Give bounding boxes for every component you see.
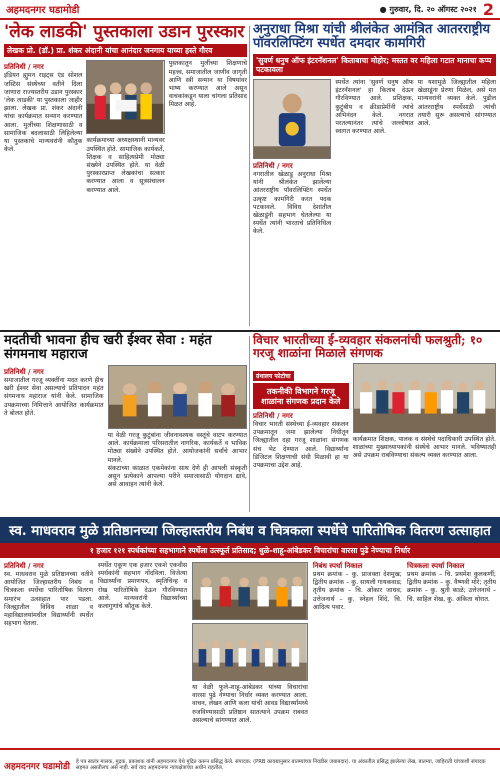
footer-paper-name: अहमदनगर घडामोडी: [4, 761, 71, 772]
results-list: प्रथम क्रमांक – चि. प्रथमेश कुलकर्णी; द्वितीय क्रमांक – कु. वैष्णवी मोरे; तृतीय क्रमांक – कु. श्रुती काळे; उत्तेजनार्थ – चि. साहिल शेख, कु. अंकिता थोरात.: [406, 571, 496, 603]
award-ceremony-photo: [86, 60, 164, 134]
story-body-paragraph: या यशामुळे जिल्ह्यातील महिला खेळाडूंना प्रेरणा मिळेल, असे मत मान्यवरांनी व्यक्त केले. पुढील आंतरराष्ट्रीय स्पर्धेसाठी त्यांची तयारी सुरू असल्याचे सांगण्यात आले.: [417, 79, 496, 128]
story-source: प्रतिनिधी / नगर: [4, 63, 44, 72]
results-heading: निबंध स्पर्धा निकाल: [312, 562, 363, 570]
story-body-paragraph: या वेळी फुले-शाहू-आंबेडकर यांच्या विचारांचा वारसा पुढे नेण्याचा निर्धार व्यक्त करण्यात आला. वाचन, लेखन आणि कला यांची आवड विद्यार्थ्यांमध्ये रुजविण्यासाठी प्रतिष्ठान सातत्याने उपक्रम राबवत असल्याचे सांगण्यात आले.: [192, 684, 308, 724]
page-number: 2: [482, 0, 494, 19]
story-body-paragraph: कार्यक्रमात शिक्षक, पालक व संस्थेचे पदाधिकारी उपस्थित होते. शाळांच्या मुख्याध्यापकांनी संस्थेचे आभार मानले. भविष्यातही असे उपक्रम राबविण्याचा संकल्प व्यक्त करण्यात आला.: [352, 435, 496, 460]
story-sangamnath-maharaj: [4, 334, 247, 512]
story-body-paragraph: स्पर्धेत एकूण एक हजार एकशे एकवीस स्पर्धकांनी सहभाग नोंदविला. विजेत्या विद्यार्थ्यांना प्रमाणपत्र, स्मृतिचिन्ह व रोख पारितोषिके देऊन गौरविण्यात आले. मान्यवरांनी विद्यार्थ्यांच्या कलागुणांचे कौतुक केले.: [98, 562, 188, 611]
story-subhead: 'सुवर्ण धनुष ऑफ इंटरनॅशनल' किताबाचा मोहोर; मस्तत वर महिला गटात मानाचा कप्प पटकावला: [253, 54, 496, 76]
prize-distribution-photo: [192, 562, 308, 620]
story-source: प्रतिनिधी / नगर: [4, 562, 44, 570]
story-lek-ladki: [4, 23, 247, 329]
story-madhavrao-mule: [4, 562, 496, 742]
story-source: प्रतिनिधी / नगर: [253, 162, 293, 171]
column-divider: [249, 336, 250, 512]
story-body-paragraph: संकटाच्या काळात एकमेकांना साथ देणे ही आपली संस्कृती असून प्रत्येकाने आपल्या परीने समाजासाठी योगदान द्यावे, असे आवाहन त्यांनी केले.: [107, 464, 247, 489]
section-tag: ग्रंथालय फोटोचा: [253, 371, 294, 381]
column-divider: [249, 26, 250, 326]
event-photo: [108, 365, 247, 429]
story-vichar-bharati: [253, 334, 496, 512]
story-body-paragraph: नगरातील खेळाडू अनुराधा मिश्रा यांनी श्रीलंकेत झालेल्या आंतरराष्ट्रीय पॉवरलिफ्टिंग स्पर्धेत उत्कृष्ट कामगिरी करत पदक पटकावले. विविध देशांतील खेळाडूंनी सहभाग घेतलेल्या या स्पर्धेत त्यांनी भारताचे प्रतिनिधित्व केले.: [253, 171, 332, 236]
story-body-paragraph: कार्यक्रमाच्या अध्यक्षस्थानी मान्यवर उपस्थित होते. सामाजिक कार्यकर्ते, शिक्षक व साहित्यप्रेमी मोठ्या संख्येने उपस्थित होते. या वेळी पुरस्कारप्राप्त लेखकांचा सत्कार करण्यात आला व सूत्रसंचालन करण्यात आले.: [86, 137, 165, 194]
highlight-panel: तकनीकी विभागने गरजू शाळांना संगणक प्रदान केले: [253, 383, 349, 409]
story-body-paragraph: स्पर्धेत त्यांना 'सुवर्ण धनुष ऑफ इंटरनॅशनल' हा किताब देऊन गौरविण्यात आले. प्रशिक्षक, कुटुंबीय व क्रीडाप्रेमींनी त्यांचे अभिनंदन केले. नगरात परतल्यानंतर त्यांचे जल्लोषात स्वागत करण्यात आले.: [335, 79, 414, 136]
story-headline: मदतीची भावना हीच खरी ईश्वर सेवा : महंत संगमनाथ महाराज: [4, 333, 212, 363]
story-source: प्रतिनिधी / नगर: [4, 368, 44, 377]
results-list: प्रथम क्रमांक – कु. प्राजक्ता देशमुख; द्वितीय क्रमांक – कु. सायली गायकवाड; तृतीय क्रमांक – चि. ओंकार जाधव; उत्तेजनार्थ – कु. स्नेहल शिंदे, चि. आदित्य पवार.: [312, 571, 402, 611]
story-body-paragraph: विचार भारती संस्थेच्या ई-व्यवहार संकलन उपक्रमातून जमा झालेल्या निधीतून जिल्ह्यातील दहा गरजू शाळांना संगणक संच भेट देण्यात आले. विद्यार्थ्यांना डिजिटल शिक्षणाची संधी मिळावी हा या उपक्रमाचा उद्देश आहे.: [253, 420, 349, 469]
story-body-paragraph: समाजातील गरजू व्यक्तींना मदत करणे हीच खरी ईश्वर सेवा असल्याचे प्रतिपादन महंत संगमनाथ महाराज यांनी केले. सामाजिक उपक्रमाच्या निमित्ताने आयोजित कार्यक्रमात ते बोलत होते.: [4, 377, 104, 417]
athlete-photo: [253, 79, 331, 159]
story-body-paragraph: पुस्तकातून मुलींच्या शिक्षणाचे महत्त्व, समाजातील जाणीव जागृती आणि स्त्री सन्मान या विषयांवर भाष्य करण्यात आले असून वाचकांकडून याला चांगला प्रतिसाद मिळत आहे.: [168, 60, 247, 109]
story-anuradha-mishra: [253, 23, 496, 329]
section-rule: [0, 330, 500, 332]
results-heading: चित्रकला स्पर्धा निकाल: [406, 562, 465, 570]
story-body-paragraph: स्व. माधवराव मुळे प्रतिष्ठानच्या वतीने आयोजित जिल्हास्तरीय निबंध व चित्रकला स्पर्धेचा पारितोषिक वितरण समारंभ उत्साहात पार पडला. जिल्ह्यातील विविध शाळा व महाविद्यालयांमधील विद्यार्थ्यांनी स्पर्धेत सहभाग घेतला.: [4, 571, 94, 628]
dateline: [380, 0, 494, 19]
banner-subhead: १ हजार १२१ स्पर्धकांच्या सहभागाने स्पर्धेला उत्स्फूर्त प्रतिसाद; धुळे-शाहू-आंबेडकर विचारांचा वारसा पुढे नेण्याचा निर्धार: [0, 543, 500, 558]
banner-headline: स्व. माधवराव मुळे प्रतिष्ठानच्या जिल्हास्तरीय निबंध व चित्रकला स्पर्धेचे पारितोषिक वितरण उत्साहात: [0, 517, 500, 543]
story-headline: विचार भारतीच्या ई-व्यवहार संकलनांची फलश्रुती; १० गरजू शाळांना मिळाले संगणक: [253, 333, 483, 360]
story-headline: 'लेक लाडकी' पुस्तकाला उडान पुरस्कार: [4, 22, 245, 42]
story-body-paragraph: इंडियन ह्युमन राइट्स एंड सोशल जस्टिस संस्थेच्या वतीने दिला जाणारा राज्यस्तरीय उडान पुरस्कार 'लेक लाडकी' या पुस्तकाला जाहीर झाला. लेखक प्रा. शंकर अंदानी यांचा कार्यक्रमात सन्मान करण्यात आला. मुलींच्या शिक्षणासाठी व सामाजिक बदलासाठी लिहिलेल्या या पुस्तकाचे मान्यवरांनी कौतुक केले.: [4, 72, 83, 154]
paper-name: अहमदनगर घडामोडी: [6, 5, 80, 16]
story-body-paragraph: या वेळी गरजू कुटुंबांना जीवनावश्यक वस्तूंचे वाटप करण्यात आले. कार्यक्रमाला परिसरातील नागरिक, कार्यकर्ते व भाविक मोठ्या संख्येने उपस्थित होते. आयोजकांनी सर्वांचे आभार मानले.: [107, 432, 247, 464]
masthead-bar: [0, 0, 500, 20]
issue-date: ● गुरुवार, दि. २० ऑगस्ट २०२१: [379, 4, 477, 14]
imprint-text: हे पत्र स्वतंत्र मालक, मुद्रक, प्रकाशक यांनी अहमदनगर येथे मुद्रित करून प्रसिद्ध केले. संपादक: (PRB कायद्यानुसार बातम्यांच्या निवडीस जबाबदार). या अंकातील प्रसिद्ध झालेल्या लेख, बातम्या, जाहिराती यांच्याशी संपादक सहमत असतीलच असे नाही. सर्व वाद अहमदनगर न्यायक्षेत्राच्या अधीन राहतील.: [76, 758, 486, 771]
story-headline: अनुराधा मिश्रा यांची श्रीलंकेत आमंत्रित आतरराष्ट्रीय पॉवरलिफ्टिंग स्पर्धेत दमदार कामगिरी: [253, 22, 491, 52]
story-source: प्रतिनिधी / नगर: [253, 411, 293, 420]
students-group-photo: [192, 623, 308, 681]
group-photo: [353, 363, 496, 433]
story-subhead: लेखक प्रो. (डॉ.) प्रा. शंकर अंदानी यांचा आनंदार जनगाय याच्या हस्ते गौरव: [4, 44, 247, 57]
imprint-footer: [0, 748, 500, 780]
